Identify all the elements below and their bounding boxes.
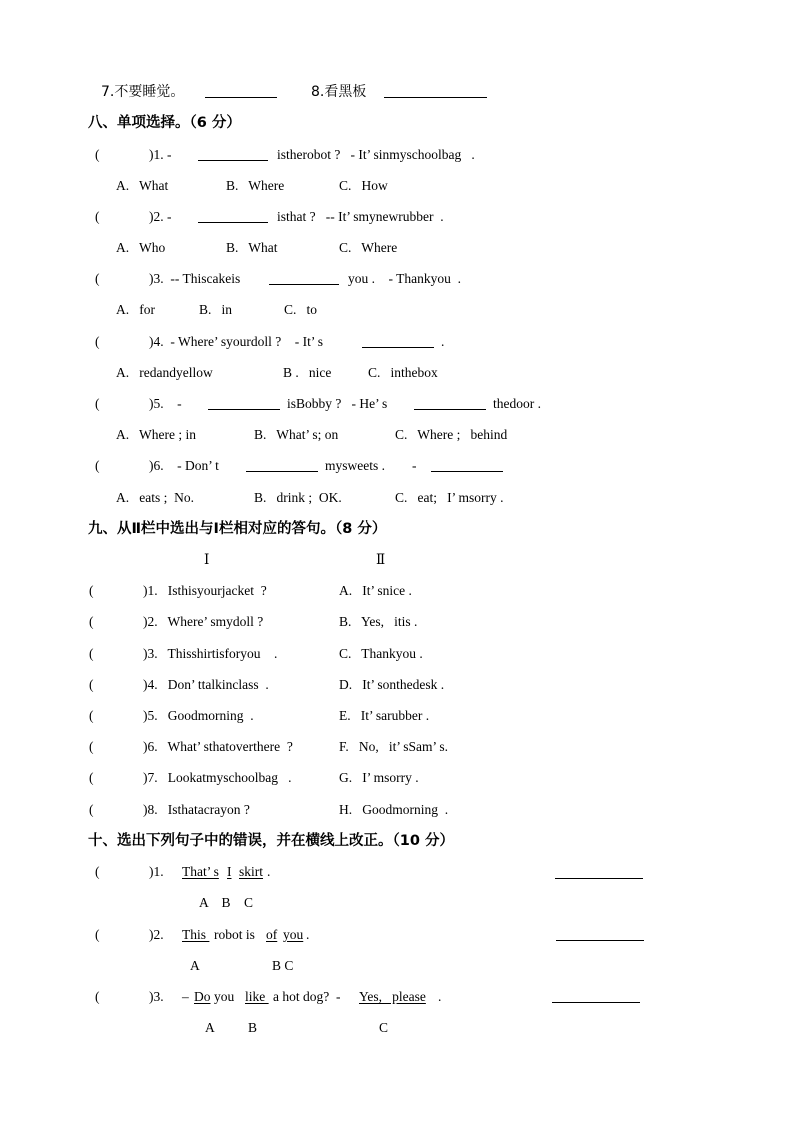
section-9-title: 九、从Ⅱ栏中选出与Ⅰ栏相对应的答句。（8 分） <box>88 521 387 537</box>
error-part-b: like <box>245 989 269 1004</box>
question-2-text: isthat ? -- It’ smynewrubber . <box>277 209 444 224</box>
question-10-1-number: )1. <box>149 864 164 879</box>
question-5-number: )5. - <box>149 396 182 411</box>
answer-blank-7[interactable] <box>205 97 277 98</box>
dash: – <box>182 989 189 1004</box>
match-question: )2. Where’ smydoll ? <box>143 614 264 629</box>
paren-open: ( <box>95 209 100 224</box>
column-2-header: Ⅱ <box>376 552 386 567</box>
option-b: B. in <box>199 302 233 317</box>
correction-blank-3[interactable] <box>552 1002 640 1003</box>
match-answer: A. It’ snice . <box>339 583 412 598</box>
option-b: B. What’ s; on <box>254 427 339 442</box>
option-b: B. What <box>226 240 278 255</box>
paren-open: ( <box>89 614 94 629</box>
blank-2[interactable] <box>198 222 268 223</box>
blank-6a[interactable] <box>246 471 318 472</box>
sentence-end: . <box>438 989 442 1004</box>
match-answer: G. I’ msorry . <box>339 770 419 785</box>
question-4-number: )4. - Where’ syourdoll ? - It’ s <box>149 334 323 349</box>
paren-open: ( <box>89 708 94 723</box>
question-10-2-number: )2. <box>149 927 164 942</box>
paren-open: ( <box>89 646 94 661</box>
match-answer: C. Thankyou . <box>339 646 423 661</box>
option-c: C. Where <box>339 240 398 255</box>
error-part-c: skirt <box>239 864 264 879</box>
match-answer: H. Goodmorning . <box>339 802 449 817</box>
paren-open: ( <box>95 989 100 1004</box>
error-part-b: I <box>227 864 232 879</box>
item-7: 7.不要睡觉。 <box>101 84 185 100</box>
match-answer: E. It’ sarubber . <box>339 708 430 723</box>
paren-open: ( <box>89 739 94 754</box>
error-part-a: That’ s <box>182 864 219 879</box>
correction-blank-1[interactable] <box>555 878 643 879</box>
match-question: )4. Don’ ttalkinclass . <box>143 677 269 692</box>
question-2-number: )2. - <box>149 209 172 224</box>
match-question: )5. Goodmorning . <box>143 708 254 723</box>
error-letter-a: A <box>205 1020 215 1035</box>
match-question: )6. What’ sthatoverthere ? <box>143 739 293 754</box>
paren-open: ( <box>89 583 94 598</box>
error-part-c: you <box>283 927 304 942</box>
section-8-title: 八、单项选择。（6 分） <box>88 115 241 131</box>
blank-4[interactable] <box>362 347 434 348</box>
error-letter-b: B <box>248 1020 258 1035</box>
paren-open: ( <box>89 770 94 785</box>
error-part-b: of <box>266 927 278 942</box>
option-a: A. redandyellow <box>116 365 213 380</box>
question-4-end: . <box>441 334 445 349</box>
question-5-text: isBobby ? - He’ s <box>287 396 388 411</box>
error-letters: A B C <box>199 895 254 910</box>
error-letter-c: C <box>379 1020 389 1035</box>
question-3-number: )3. -- Thiscakeis <box>149 271 241 286</box>
sentence-end: . <box>267 864 271 879</box>
option-b: B. drink ; OK. <box>254 490 342 505</box>
question-6-number: )6. - Don’ t <box>149 458 219 473</box>
match-answer: B. Yes, itis . <box>339 614 418 629</box>
option-a: A. What <box>116 178 169 193</box>
paren-open: ( <box>95 927 100 942</box>
column-1-header: Ⅰ <box>204 552 210 567</box>
question-6-dash: - <box>412 458 417 473</box>
match-question: )1. Isthisyourjacket ? <box>143 583 267 598</box>
question-5-end: thedoor . <box>493 396 541 411</box>
option-c: C. inthebox <box>368 365 438 380</box>
match-question: )7. Lookatmyschoolbag . <box>143 770 292 785</box>
match-question: )3. Thisshirtisforyou . <box>143 646 278 661</box>
error-letter-a: A <box>190 958 200 973</box>
question-3-text: you . - Thankyou . <box>348 271 461 286</box>
question-10-3-number: )3. <box>149 989 164 1004</box>
error-part-c: Yes, please <box>359 989 426 1004</box>
option-a: A. eats ; No. <box>116 490 194 505</box>
blank-5a[interactable] <box>208 409 280 410</box>
error-letters-bc: B C <box>272 958 294 973</box>
paren-open: ( <box>89 802 94 817</box>
paren-open: ( <box>89 677 94 692</box>
blank-6b[interactable] <box>431 471 503 472</box>
blank-1[interactable] <box>198 160 268 161</box>
option-c: C. to <box>284 302 318 317</box>
paren-open: ( <box>95 396 100 411</box>
match-answer: D. It’ sonthedesk . <box>339 677 445 692</box>
paren-open: ( <box>95 271 100 286</box>
error-part-a: This <box>182 927 210 942</box>
item-8: 8.看黑板 <box>311 84 367 100</box>
question-6-text: mysweets . <box>325 458 385 473</box>
option-c: C. Where ; behind <box>395 427 508 442</box>
option-a: A. Who <box>116 240 166 255</box>
paren-open: ( <box>95 864 100 879</box>
paren-open: ( <box>95 334 100 349</box>
match-answer: F. No, it’ sSam’ s. <box>339 739 449 754</box>
option-c: C. How <box>339 178 388 193</box>
question-1-text: istherobot ? - It’ sinmyschoolbag . <box>277 147 475 162</box>
section-10-title: 十、选出下列句子中的错误，并在横线上改正。（10 分） <box>88 833 454 849</box>
option-b: B . nice <box>283 365 332 380</box>
blank-3[interactable] <box>269 284 339 285</box>
error-part-a: Do <box>194 989 211 1004</box>
option-a: A. Where ; in <box>116 427 196 442</box>
match-question: )8. Isthatacrayon ? <box>143 802 250 817</box>
sentence-end: . <box>306 927 310 942</box>
paren-open: ( <box>95 147 100 162</box>
paren-open: ( <box>95 458 100 473</box>
sentence-text: robot is <box>214 927 259 942</box>
option-c: C. eat; I’ msorry . <box>395 490 504 505</box>
sentence-text: a hot dog? - <box>273 989 344 1004</box>
correction-blank-2[interactable] <box>556 940 644 941</box>
blank-5b[interactable] <box>414 409 486 410</box>
option-a: A. for <box>116 302 155 317</box>
sentence-text: you <box>214 989 238 1004</box>
option-b: B. Where <box>226 178 285 193</box>
question-1-number: )1. - <box>149 147 172 162</box>
answer-blank-8[interactable] <box>384 97 487 98</box>
